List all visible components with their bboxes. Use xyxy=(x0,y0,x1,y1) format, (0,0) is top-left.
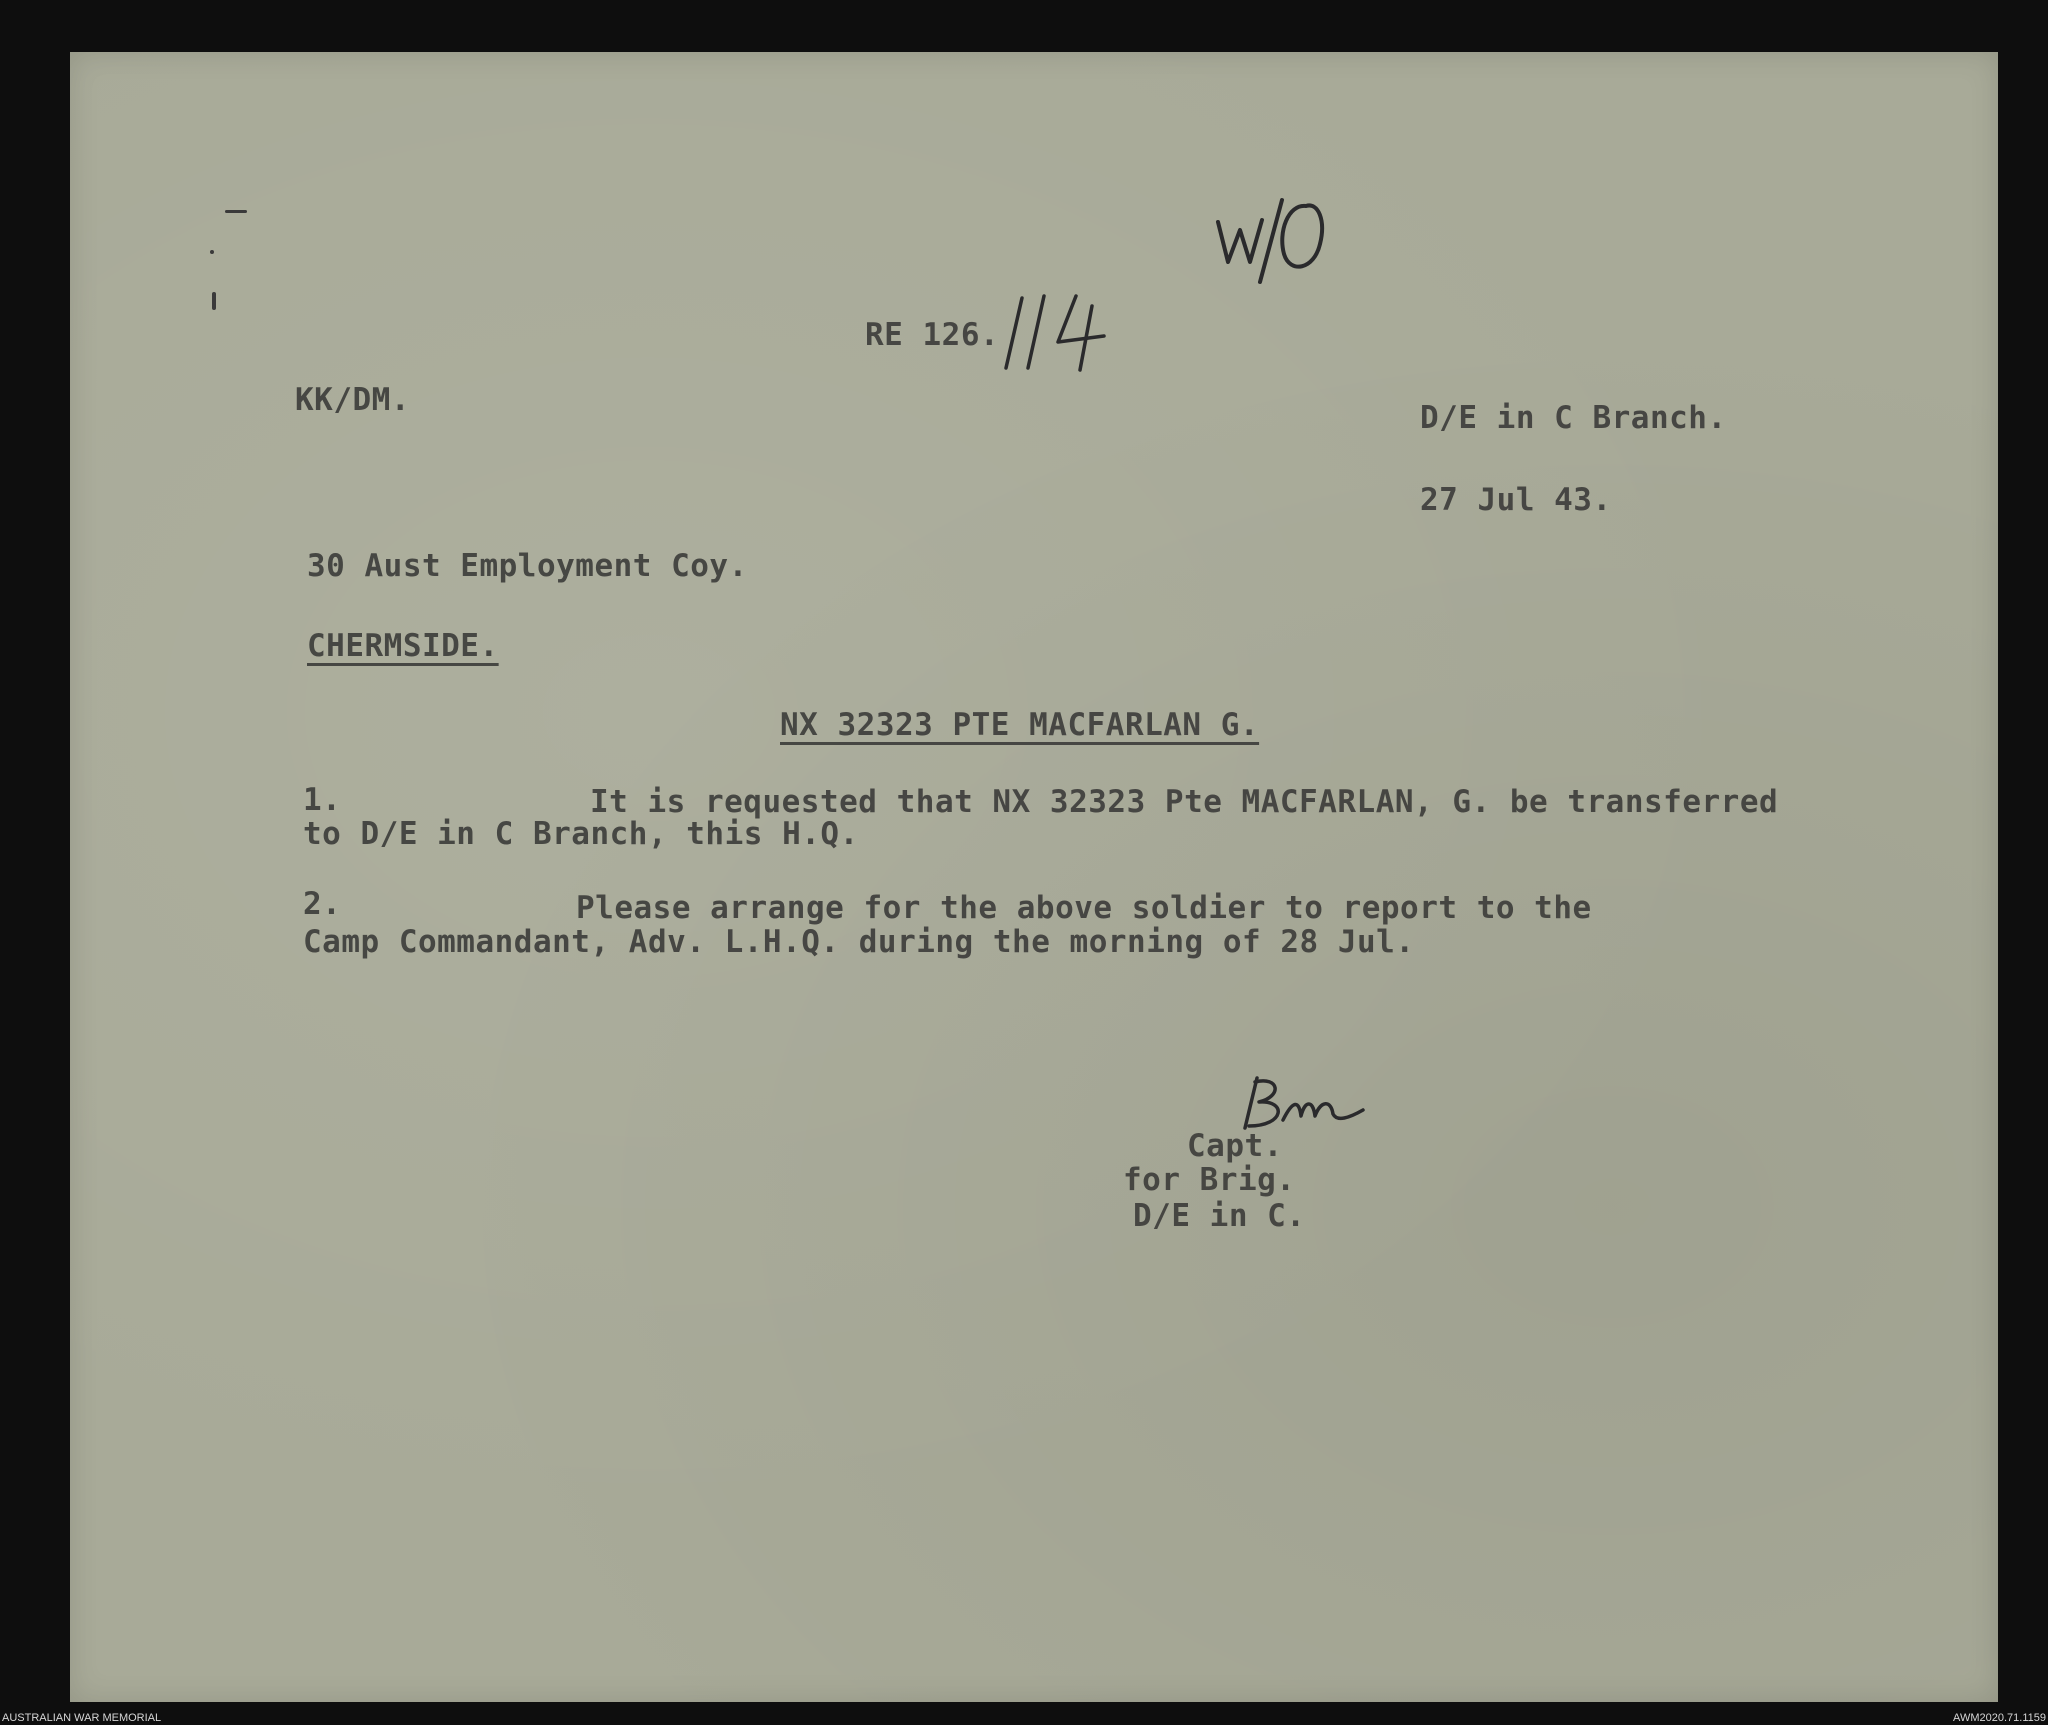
handwritten-wo-annotation xyxy=(1210,192,1340,302)
document-date: 27 Jul 43. xyxy=(1420,482,1612,518)
initials-reference: KK/DM. xyxy=(295,382,410,418)
signature-for-line: for Brig. xyxy=(1123,1162,1296,1198)
document-sheet xyxy=(70,52,1998,1702)
handwritten-file-number xyxy=(992,288,1122,376)
addressee-location: CHERMSIDE. xyxy=(307,628,499,664)
subject-heading: NX 32323 PTE MACFARLAN G. xyxy=(780,707,1260,743)
signature-rank: Capt. xyxy=(1187,1128,1283,1164)
file-reference-prefix: RE 126. xyxy=(865,317,1000,353)
paragraph-1-line-2: to D/E in C Branch, this H.Q. xyxy=(303,816,859,852)
footer-institution: AUSTRALIAN WAR MEMORIAL xyxy=(2,1712,162,1724)
paragraph-2-line-1: Please arrange for the above soldier to report to the xyxy=(576,890,1592,926)
paragraph-1-line-1: It is requested that NX 32323 Pte MACFARLAN, G. be transferred xyxy=(590,784,1779,820)
footer-accession-number: AWM2020.71.1159 xyxy=(1953,1712,2046,1724)
signature-appointment: D/E in C. xyxy=(1133,1198,1306,1234)
addressee-unit: 30 Aust Employment Coy. xyxy=(307,548,748,584)
paper-mark xyxy=(212,292,216,310)
paragraph-1-number: 1. xyxy=(303,782,342,818)
paragraph-2-number: 2. xyxy=(303,886,342,922)
paragraph-2-line-2: Camp Commandant, Adv. L.H.Q. during the morning of 28 Jul. xyxy=(303,924,1415,960)
from-branch: D/E in C Branch. xyxy=(1420,400,1727,436)
paper-mark xyxy=(210,250,214,254)
paper-mark xyxy=(225,210,247,213)
